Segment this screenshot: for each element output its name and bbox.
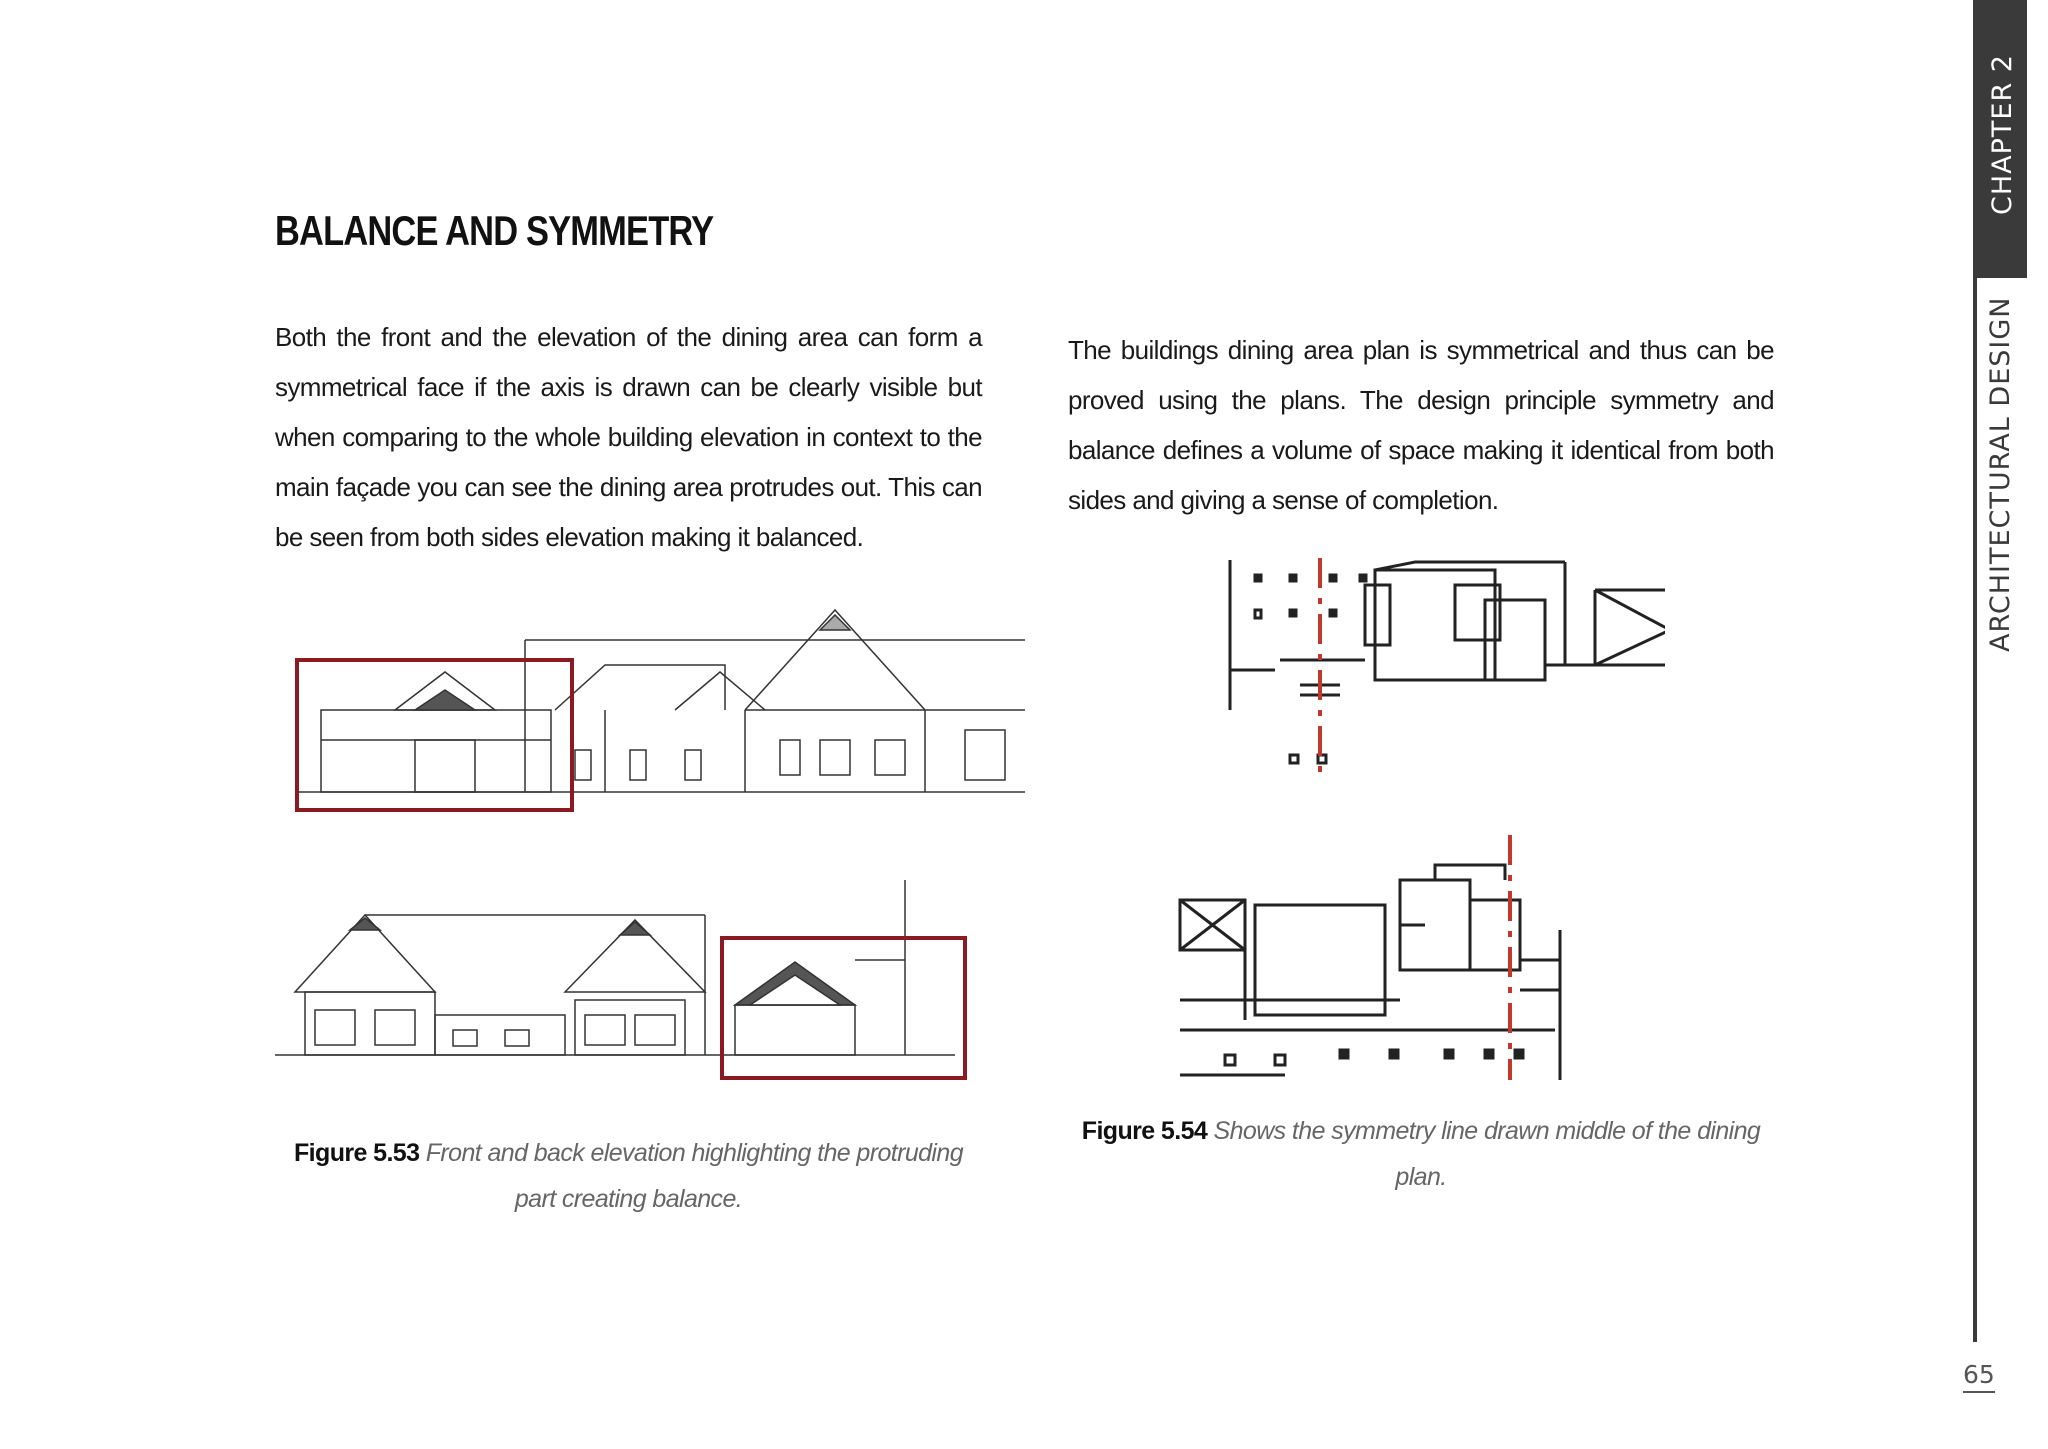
section-label: ARCHITECTURAL DESIGN [1985, 296, 2016, 652]
figure-554-caption [1068, 1108, 1774, 1200]
elevation-drawing [275, 600, 1035, 1080]
page-number: 65 [1963, 1360, 1995, 1393]
figure-554-text: Shows the symmetry line drawn middle of the dining plan. [1213, 1117, 1761, 1191]
chapter-label: CHAPTER 2 [1987, 54, 2018, 215]
sidebar-rule [1973, 278, 1977, 1342]
dining-plan-drawing [1165, 550, 1665, 1080]
right-paragraph: The buildings dining area plan is symmetrical and thus can be proved using the plans. The design principle symmetry and balance defines a volume of space making it identical from both sides and giving a sense of completion. [1068, 335, 1774, 515]
figure-554-label: Figure 5.54 [1081, 1117, 1208, 1145]
left-paragraph: Both the front and the elevation of the dining area can form a symmetrical face if the axis is drawn can be clearly visible but when comparing to the whole building elevation in context to the main façade you can see the dining area protrudes out. This can be seen from both sides elevation making it balanced. [275, 322, 982, 552]
highlight-box-back [722, 938, 965, 1078]
chapter-sidebar [1973, 0, 2027, 1449]
section-heading: BALANCE AND SYMMETRY [275, 207, 714, 254]
figure-553-text: Front and back elevation highlighting the protruding part creating balance. [425, 1139, 963, 1213]
figure-553-caption [275, 1130, 982, 1222]
highlight-box-front [297, 660, 572, 810]
figure-553-label: Figure 5.53 [294, 1139, 420, 1167]
